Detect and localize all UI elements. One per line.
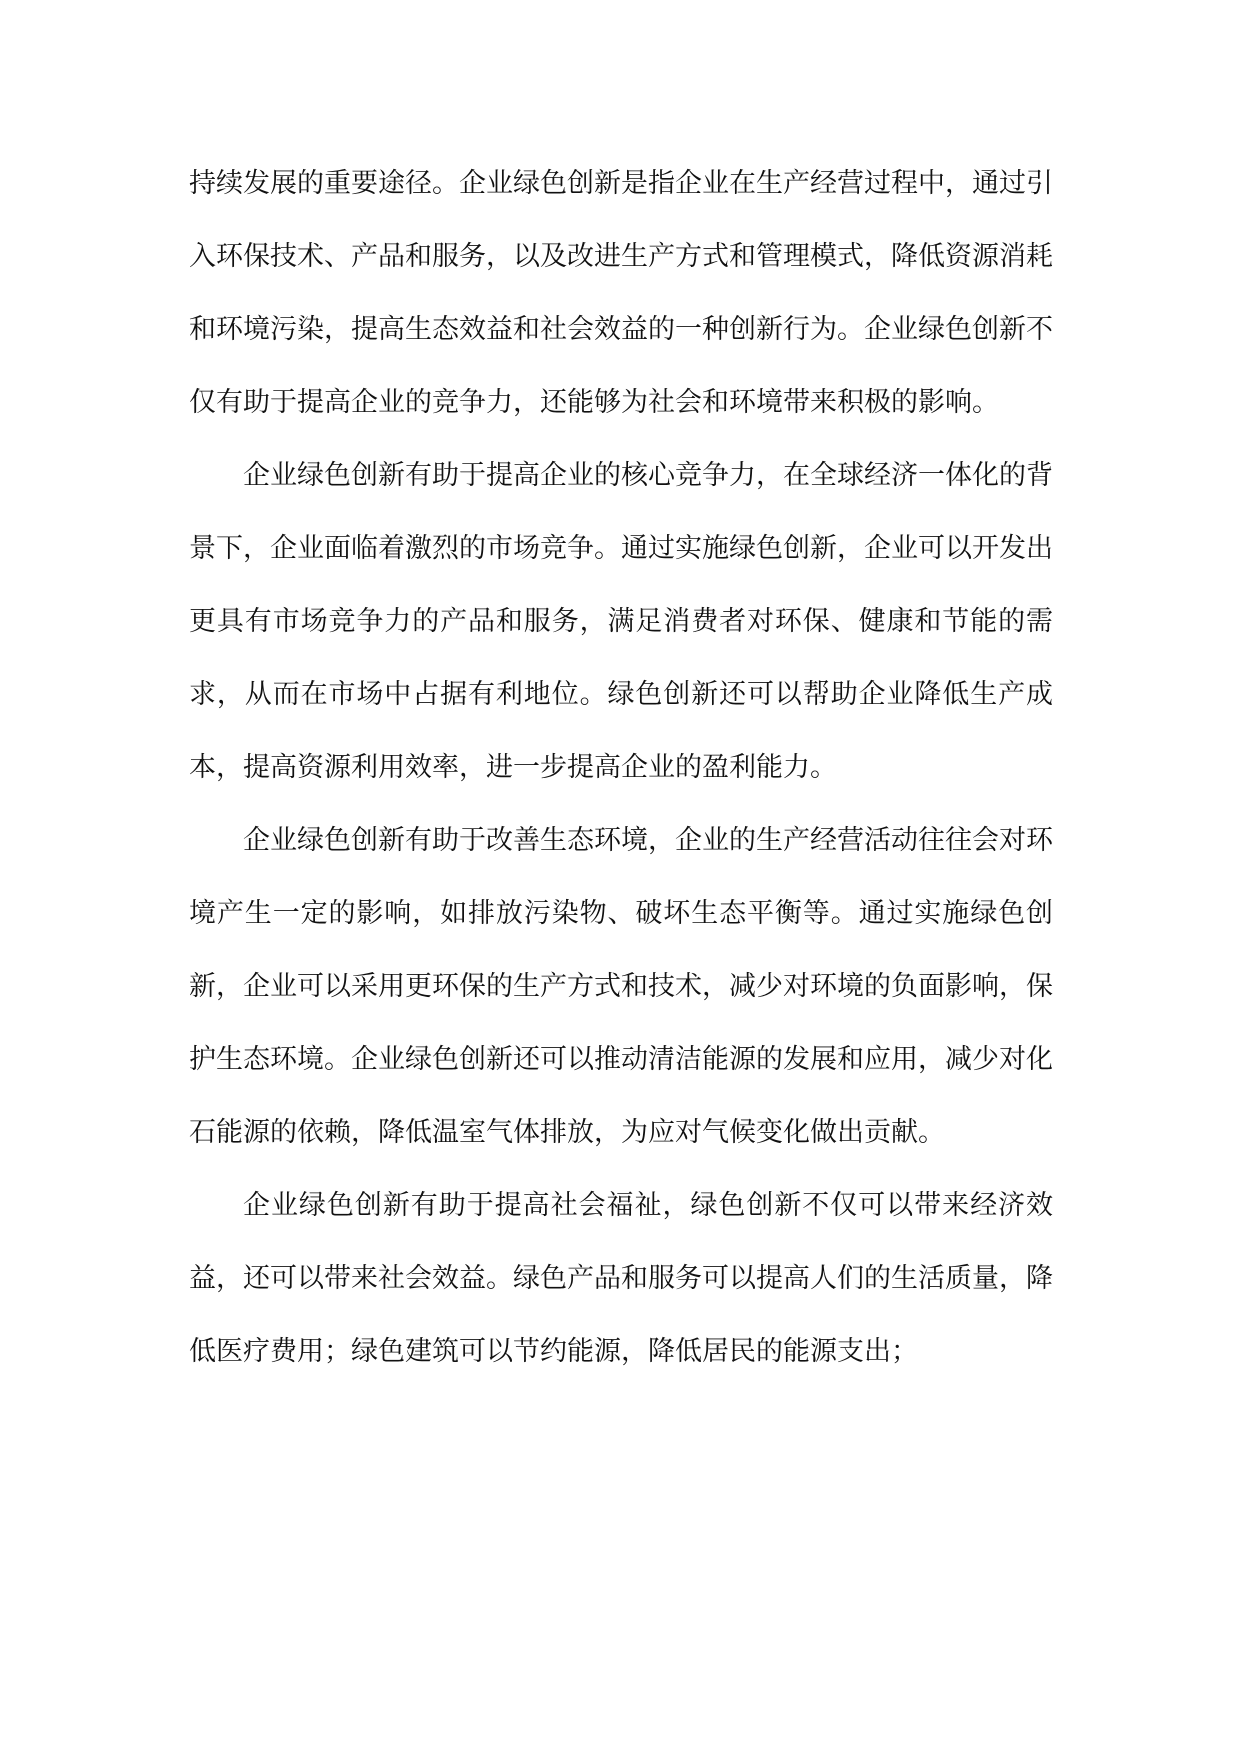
paragraph-competitiveness: 企业绿色创新有助于提高企业的核心竞争力，在全球经济一体化的背景下，企业面临着激烈的市场竞争。通过实施绿色创新，企业可以开发出更具有市场竞争力的产品和服务，满足消费者对环保、健康和节能的需求，从而在市场中占据有利地位。绿色创新还可以帮助企业降低生产成本，提高资源利用效率，进一步提高企业的盈利能力。	[189, 460, 1053, 783]
paragraph-social-welfare: 企业绿色创新有助于提高社会福祉，绿色创新不仅可以带来经济效益，还可以带来社会效益。绿色产品和服务可以提高人们的生活质量，降低医疗费用；绿色建筑可以节约能源，降低居民的能源支出；	[189, 1190, 1053, 1367]
paragraph-environment: 企业绿色创新有助于改善生态环境，企业的生产经营活动往往会对环境产生一定的影响，如排放污染物、破坏生态平衡等。通过实施绿色创新，企业可以采用更环保的生产方式和技术，减少对环境的负面影响，保护生态环境。企业绿色创新还可以推动清洁能源的发展和应用，减少对化石能源的依赖，降低温室气体排放，为应对气候变化做出贡献。	[189, 825, 1053, 1148]
body-text	[189, 147, 1053, 1388]
paragraph-continuation: 持续发展的重要途径。企业绿色创新是指企业在生产经营过程中，通过引入环保技术、产品和服务，以及改进生产方式和管理模式，降低资源消耗和环境污染，提高生态效益和社会效益的一种创新行为。企业绿色创新不仅有助于提高企业的竞争力，还能够为社会和环境带来积极的影响。	[189, 168, 1053, 418]
